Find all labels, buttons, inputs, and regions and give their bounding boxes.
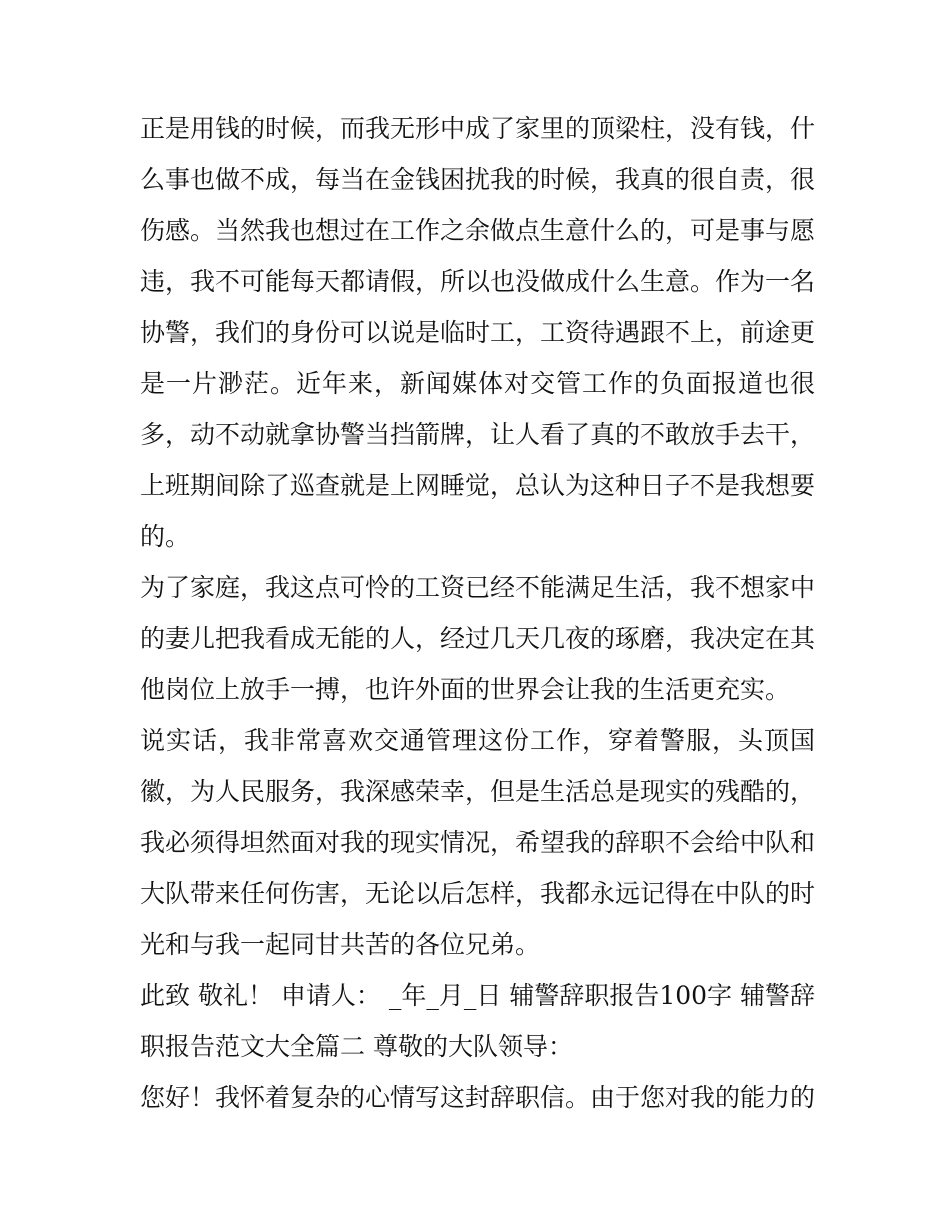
paragraph-2: 为了家庭，我这点可怜的工资已经不能满足生活，我不想家中的妻儿把我看成无能的人，经过几天几夜的琢磨，我决定在其他岗位上放手一搏，也许外面的世界会让我的生活更充实。: [140, 573, 816, 704]
paragraph-1: 正是用钱的时候，而我无形中成了家里的顶梁柱，没有钱，什么事也做不成，每当在金钱困扰我的时候，我真的很自责，很伤感。当然我也想过在工作之余做点生意什么的，可是事与愿违，我不可能每天都请假，所以也没做成什么生意。作为一名协警，我们的身份可以说是临时工，工资待遇跟不上，前途更是一片渺茫。近年来，新闻媒体对交管工作的负面报道也很多，动不动就拿协警当挡箭牌，让人看了真的不敢放手去干，上班期间除了巡查就是上网睡觉，总认为这种日子不是我想要的。: [140, 114, 816, 551]
paragraph-3: 说实话，我非常喜欢交通管理这份工作，穿着警服，头顶国徽，为人民服务，我深感荣幸，但是生活总是现实的残酷的，我必须得坦然面对我的现实情况，希望我的辞职不会给中队和大队带来任何伤害，无论以后怎样，我都永远记得在中队的时光和与我一起同甘共苦的各位兄弟。: [140, 726, 816, 959]
document-page: [140, 103, 815, 1123]
paragraph-5: 您好！我怀着复杂的心情写这封辞职信。由于您对我的能力的: [140, 1083, 816, 1112]
paragraph-4: 此致 敬礼！ 申请人： _年_月_日 辅警辞职报告100字 辅警辞职报告范文大全篇二 尊敬的大队领导：: [140, 981, 815, 1061]
